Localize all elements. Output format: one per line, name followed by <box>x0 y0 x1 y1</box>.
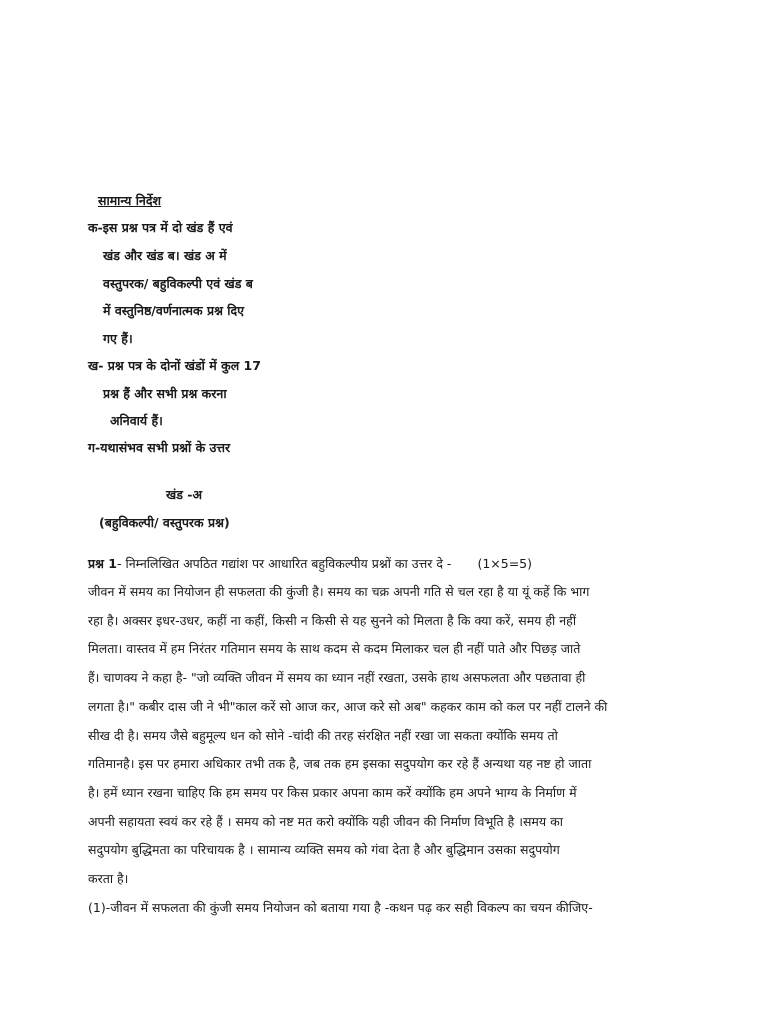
passage-line: गतिमानहै। इस पर हमारा अधिकार तभी तक है, जब तक हम इसका सदुपयोग कर रहे हैं अन्यथा यह नष्ट हो जाता <box>88 756 592 772</box>
section-title: खंड -अ <box>166 487 203 502</box>
instruction-line: में वस्तुनिष्ठ/वर्णनात्मक प्रश्न दिए <box>103 303 245 318</box>
passage-line: करता है। <box>88 871 129 887</box>
passage-line: जीवन में समय का नियोजन ही सफलता की कुंजी है। समय का चक्र अपनी गति से चल रहा है या यूं कहें कि भाग <box>88 584 590 599</box>
passage-line: सदुपयोग बुद्धिमता का परिचायक है । सामान्य व्यक्ति समय को गंवा देता है और बुद्धिमान उसका सदुपयोग <box>88 842 560 858</box>
instruction-line: गए हैं। <box>103 331 133 346</box>
passage-line: मिलता। वास्तव में हम निरंतर गतिमान समय के साथ कदम से कदम मिलाकर चल ही नहीं पाते और पिछड़ जाते <box>88 641 581 657</box>
sub-question-line: (1)-जीवन में सफलता की कुंजी समय नियोजन को बताया गया है -कथन पढ़ कर सही विकल्प का चयन कीजिए- <box>88 899 593 915</box>
instruction-line: खंड और खंड ब। खंड अ में <box>103 248 227 263</box>
instruction-line: प्रश्न हैं और सभी प्रश्न करना <box>103 386 227 401</box>
instruction-line: ग-यथासंभव सभी प्रश्नों के उत्तर <box>88 440 231 455</box>
instruction-line: वस्तुपरक/ बहुविकल्पी एवं खंड ब <box>103 276 253 291</box>
question-marks: (1×5=5) <box>477 556 533 571</box>
section-subtitle: (बहुविकल्पी/ वस्तुपरक प्रश्न) <box>99 515 230 530</box>
question-header <box>88 556 532 572</box>
instruction-line: अनिवार्य हैं। <box>110 413 163 428</box>
passage-line: हैं। चाणक्य ने कहा है- "जो व्यक्ति जीवन में समय का ध्यान नहीं रखता, उसके हाथ असफलता और पछतावा ही <box>88 670 586 686</box>
instruction-line: क-इस प्रश्न पत्र में दो खंड हैं एवं <box>88 220 233 235</box>
question-label: प्रश्न 1 <box>88 556 117 571</box>
passage-line: रहा है। अक्सर इधर-उधर, कहीं ना कहीं, किसी न किसी से यह सुनने को मिलता है कि क्या करें, समय ही नहीं <box>88 612 577 628</box>
passage-line: लगता है।" कबीर दास जी ने भी"काल करें सो आज कर, आज करे सो अब" कहकर काम को कल पर नहीं टालने की <box>88 698 608 714</box>
question-prompt: - निम्नलिखित अपठित गद्यांश पर आधारित बहुविकल्पीय प्रश्नों का उत्तर दे - <box>117 556 452 571</box>
passage-line: है। हमें ध्यान रखना चाहिए कि हम समय पर किस प्रकार अपना काम करें क्योंकि हम अपने भाग्य के निर्माण में <box>88 784 577 800</box>
instruction-line: ख- प्रश्न पत्र के दोनों खंडों में कुल 17 <box>88 358 261 373</box>
passage <box>88 578 678 922</box>
passage-line: सीख दी है। समय जैसे बहुमूल्य धन को सोने -चांदी की तरह संरक्षित नहीं रखा जा सकता क्योंकि समय तो <box>88 727 558 743</box>
passage-line: अपनी सहायता स्वयं कर रहे हैं । समय को नष्ट मत करो क्योंकि यही जीवन की निर्माण विभूति है ।समय का <box>88 813 563 829</box>
general-instructions-heading: सामान्य निर्देश <box>98 193 162 208</box>
